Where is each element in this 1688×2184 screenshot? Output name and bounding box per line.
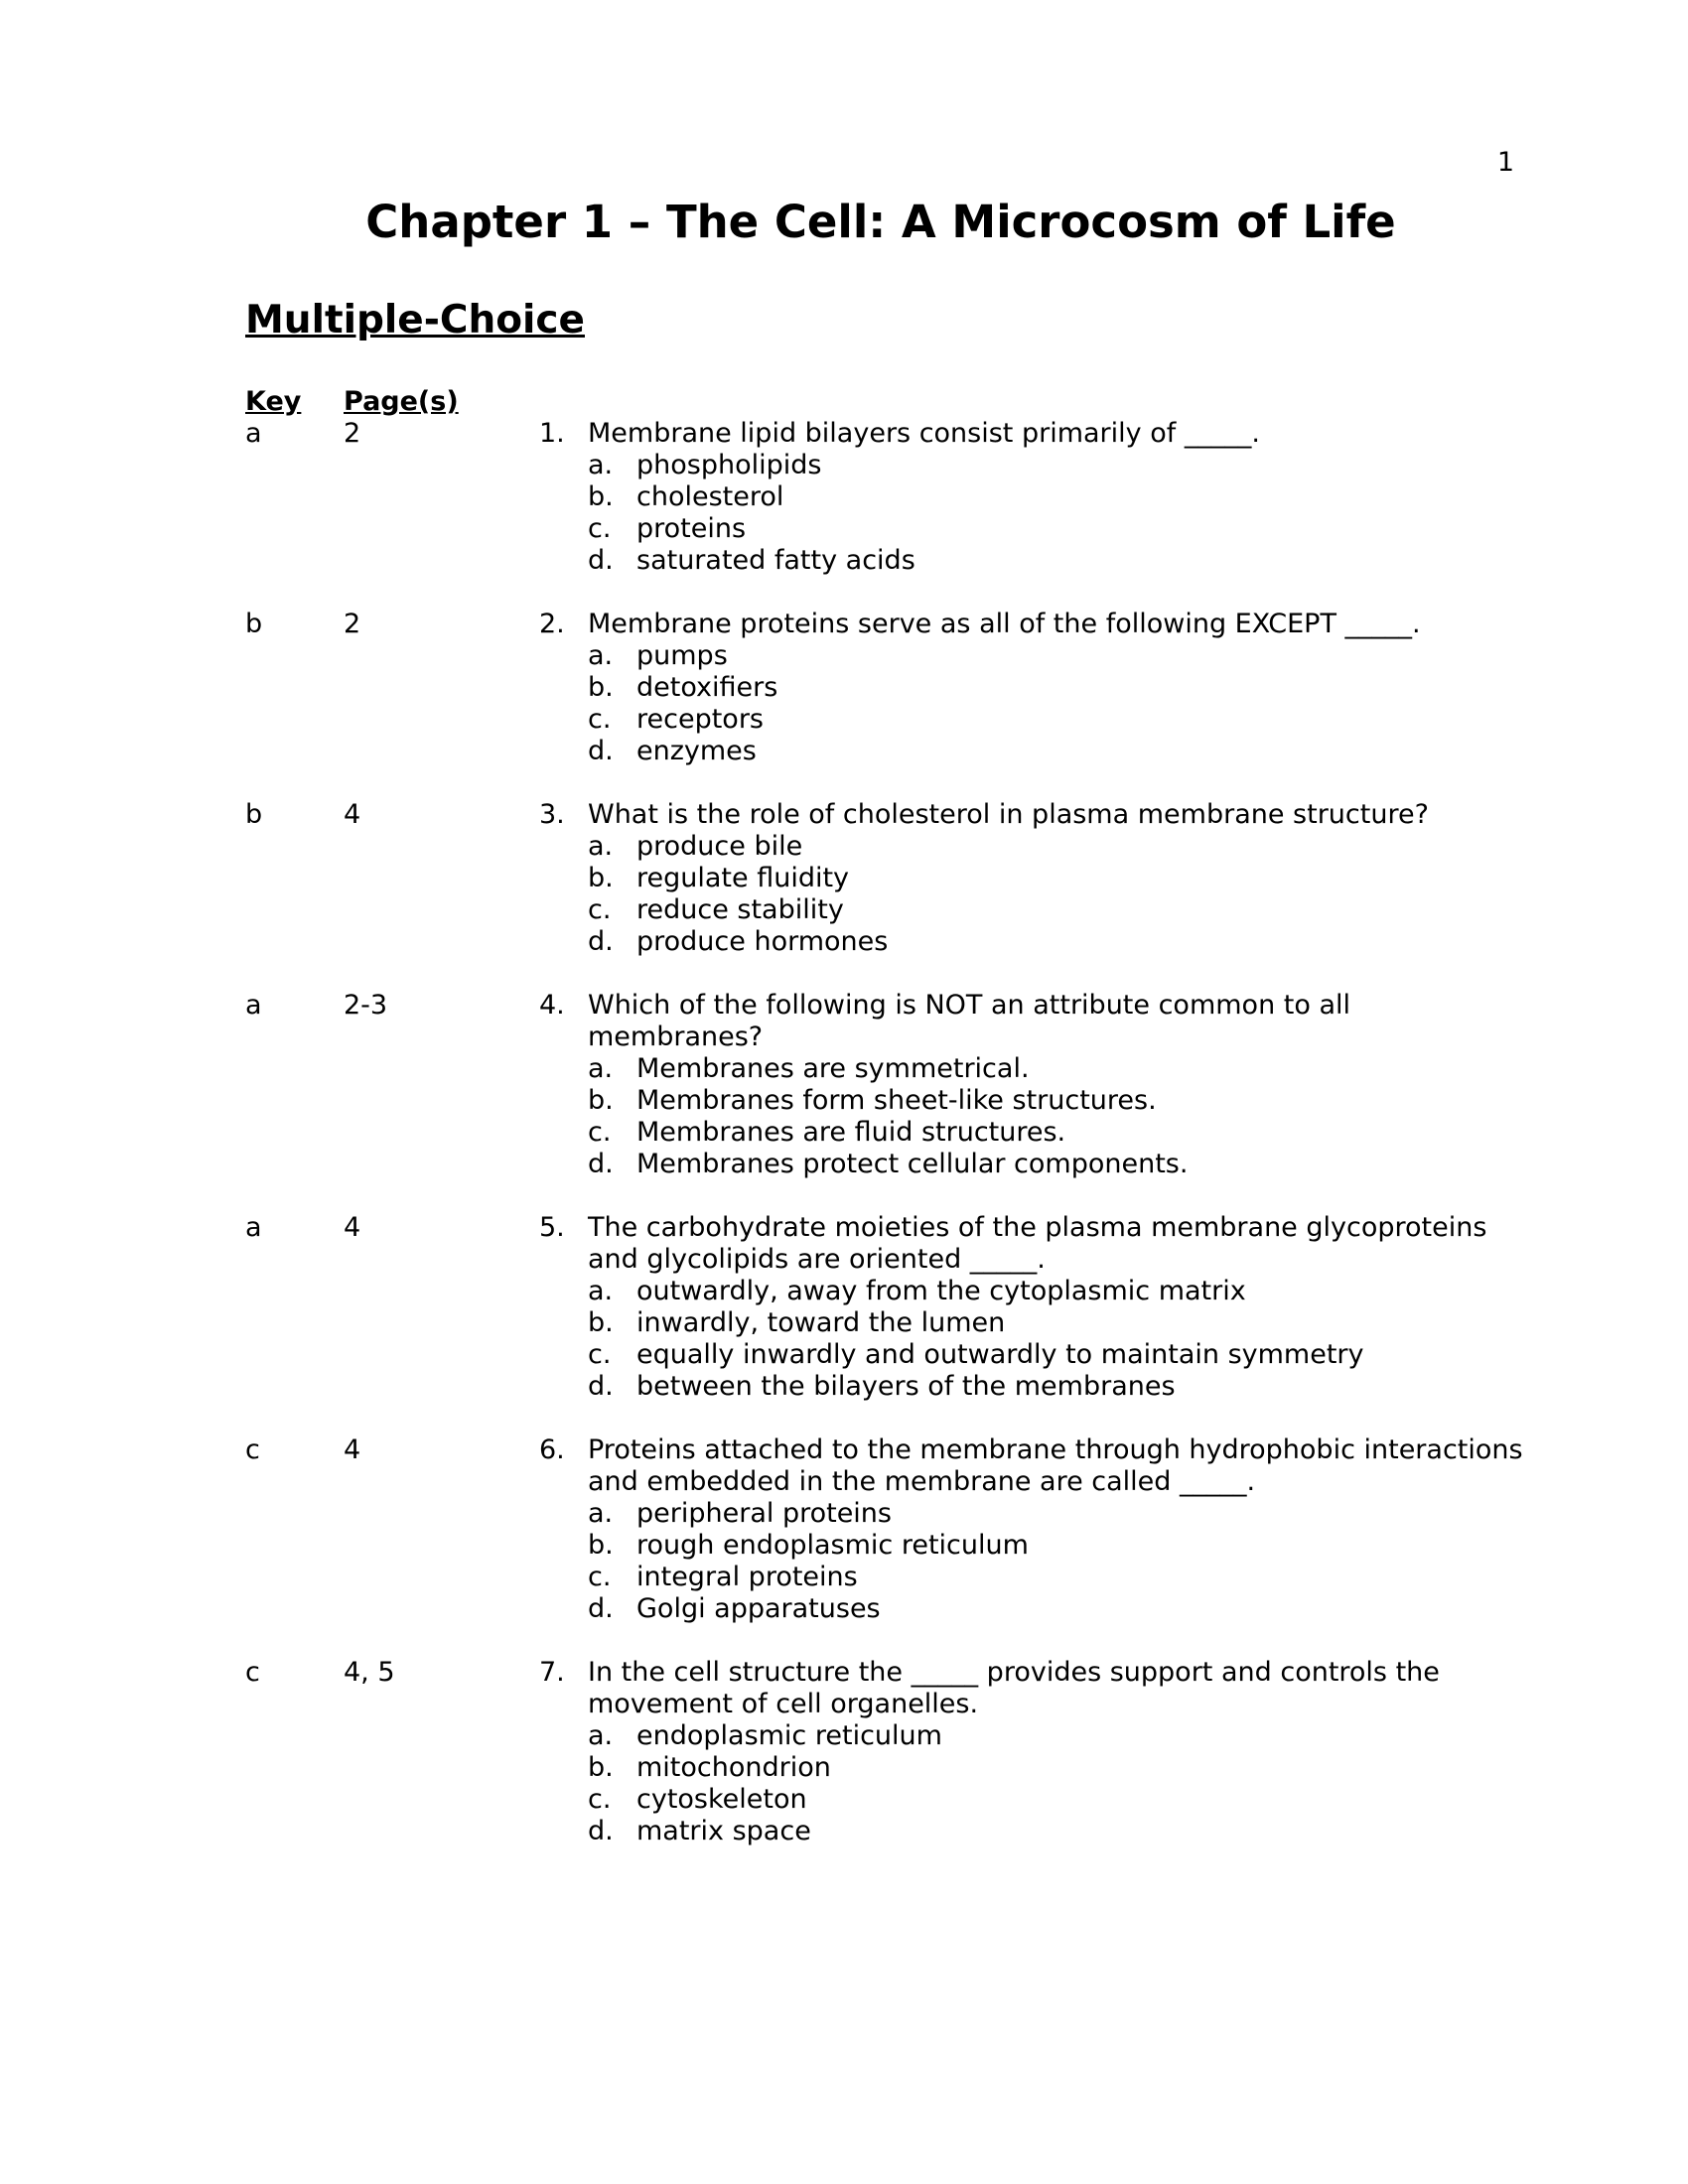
answer-key: a [245, 1212, 262, 1243]
option-letter: b. [588, 863, 614, 893]
question-stem [539, 990, 1532, 1053]
option-letter: d. [588, 1593, 614, 1624]
answer-option [588, 1149, 1532, 1180]
option-text: Golgi apparatuses [636, 1593, 881, 1624]
question-number: 1. [539, 418, 565, 449]
option-letter: b. [588, 672, 614, 703]
answer-key: a [245, 418, 262, 449]
answer-options [539, 1053, 1532, 1180]
option-text: between the bilayers of the membranes [636, 1371, 1176, 1402]
option-text: cytoskeleton [636, 1784, 807, 1815]
question-text: What is the role of cholesterol in plasma membrane structure? [588, 799, 1429, 830]
answer-options [539, 450, 1532, 577]
answer-option [588, 672, 1532, 704]
answer-options [539, 640, 1532, 767]
answer-option [588, 831, 1532, 863]
question-stem [539, 799, 1532, 831]
question-list [0, 418, 1688, 1879]
answer-option [588, 1307, 1532, 1339]
option-text: receptors [636, 704, 764, 735]
option-text: mitochondrion [636, 1752, 831, 1783]
question-body [539, 1434, 1532, 1625]
question-stem [539, 418, 1532, 450]
key-column-header: Key [245, 386, 302, 417]
answer-key: b [245, 799, 263, 830]
question-text: Proteins attached to the membrane through hydrophobic interactions and embedded in the membrane are called _____. [588, 1434, 1523, 1497]
option-text: integral proteins [636, 1562, 858, 1592]
option-text: peripheral proteins [636, 1498, 892, 1529]
option-letter: c. [588, 1117, 612, 1148]
question-body [539, 799, 1532, 958]
option-letter: b. [588, 1307, 614, 1338]
answer-option [588, 863, 1532, 894]
answer-option [588, 1784, 1532, 1816]
option-letter: c. [588, 704, 612, 735]
option-text: detoxifiers [636, 672, 778, 703]
option-letter: a. [588, 831, 614, 862]
answer-options [539, 1498, 1532, 1625]
question-item [0, 609, 1688, 767]
option-letter: b. [588, 1085, 614, 1116]
answer-option [588, 1562, 1532, 1593]
answer-key: c [245, 1657, 260, 1688]
option-text: saturated fatty acids [636, 545, 915, 576]
section-heading: Multiple-Choice [245, 298, 585, 342]
answer-option [588, 1053, 1532, 1085]
page-reference: 4, 5 [344, 1657, 395, 1688]
option-letter: b. [588, 481, 614, 512]
question-number: 3. [539, 799, 565, 830]
option-text: produce bile [636, 831, 803, 862]
option-text: cholesterol [636, 481, 784, 512]
page-reference: 2 [344, 418, 361, 449]
question-item [0, 1212, 1688, 1403]
answer-option [588, 1816, 1532, 1847]
answer-option [588, 1085, 1532, 1117]
answer-options [539, 831, 1532, 958]
question-body [539, 418, 1532, 577]
answer-options [539, 1720, 1532, 1847]
option-text: enzymes [636, 736, 757, 766]
option-text: rough endoplasmic reticulum [636, 1530, 1029, 1561]
option-text: produce hormones [636, 926, 889, 957]
question-text: In the cell structure the _____ provides support and controls the movement of cell organelles. [588, 1657, 1440, 1719]
option-letter: a. [588, 640, 614, 671]
option-text: pumps [636, 640, 728, 671]
option-text: Membranes are symmetrical. [636, 1053, 1030, 1084]
question-stem [539, 1434, 1532, 1498]
answer-option [588, 640, 1532, 672]
option-letter: d. [588, 1149, 614, 1179]
question-item [0, 799, 1688, 958]
page-reference: 4 [344, 1212, 361, 1243]
question-item [0, 990, 1688, 1180]
option-letter: d. [588, 926, 614, 957]
option-letter: b. [588, 1752, 614, 1783]
answer-key: a [245, 990, 262, 1021]
option-text: reduce stability [636, 894, 844, 925]
option-letter: c. [588, 1784, 612, 1815]
answer-option [588, 894, 1532, 926]
option-text: inwardly, toward the lumen [636, 1307, 1006, 1338]
answer-option [588, 1752, 1532, 1784]
option-text: phospholipids [636, 450, 822, 480]
option-text: matrix space [636, 1816, 811, 1846]
question-text: Membrane proteins serve as all of the following EXCEPT _____. [588, 609, 1421, 639]
pages-column-header: Page(s) [344, 386, 459, 417]
option-text: Membranes protect cellular components. [636, 1149, 1189, 1179]
question-stem [539, 1212, 1532, 1276]
option-letter: d. [588, 1371, 614, 1402]
page-number: 1 [1496, 147, 1514, 178]
option-text: proteins [636, 513, 747, 544]
answer-option [588, 545, 1532, 577]
chapter-title: Chapter 1 – The Cell: A Microcosm of Life [365, 196, 1396, 248]
option-letter: d. [588, 545, 614, 576]
answer-option [588, 1276, 1532, 1307]
option-letter: c. [588, 513, 612, 544]
answer-option [588, 704, 1532, 736]
option-letter: a. [588, 1276, 614, 1306]
option-text: endoplasmic reticulum [636, 1720, 942, 1751]
question-item [0, 1657, 1688, 1847]
option-letter: c. [588, 894, 612, 925]
option-text: outwardly, away from the cytoplasmic matrix [636, 1276, 1246, 1306]
option-letter: d. [588, 736, 614, 766]
answer-key: b [245, 609, 263, 639]
question-body [539, 1212, 1532, 1403]
page-reference: 4 [344, 1434, 361, 1465]
answer-option [588, 1593, 1532, 1625]
question-number: 4. [539, 990, 565, 1021]
answer-option [588, 1498, 1532, 1530]
option-letter: a. [588, 450, 614, 480]
page-reference: 2 [344, 609, 361, 639]
option-text: regulate fluidity [636, 863, 850, 893]
answer-key: c [245, 1434, 260, 1465]
answer-option [588, 1371, 1532, 1403]
answer-option [588, 1339, 1532, 1371]
page-reference: 4 [344, 799, 361, 830]
answer-option [588, 1117, 1532, 1149]
option-letter: d. [588, 1816, 614, 1846]
answer-option [588, 513, 1532, 545]
question-text: Membrane lipid bilayers consist primarily of _____. [588, 418, 1260, 449]
option-text: equally inwardly and outwardly to maintain symmetry [636, 1339, 1364, 1370]
question-stem [539, 609, 1532, 640]
option-letter: c. [588, 1562, 612, 1592]
option-letter: a. [588, 1498, 614, 1529]
answer-option [588, 926, 1532, 958]
option-letter: b. [588, 1530, 614, 1561]
answer-option [588, 1530, 1532, 1562]
question-number: 5. [539, 1212, 565, 1243]
option-text: Membranes form sheet-like structures. [636, 1085, 1157, 1116]
option-letter: a. [588, 1720, 614, 1751]
option-letter: c. [588, 1339, 612, 1370]
question-number: 7. [539, 1657, 565, 1688]
option-text: Membranes are fluid structures. [636, 1117, 1066, 1148]
answer-option [588, 450, 1532, 481]
question-item [0, 1434, 1688, 1625]
answer-options [539, 1276, 1532, 1403]
question-item [0, 418, 1688, 577]
page-reference: 2-3 [344, 990, 388, 1021]
question-number: 6. [539, 1434, 565, 1465]
question-body [539, 609, 1532, 767]
answer-option [588, 481, 1532, 513]
question-body [539, 1657, 1532, 1847]
answer-option [588, 736, 1532, 767]
question-stem [539, 1657, 1532, 1720]
option-letter: a. [588, 1053, 614, 1084]
question-number: 2. [539, 609, 565, 639]
question-body [539, 990, 1532, 1180]
answer-option [588, 1720, 1532, 1752]
question-text: Which of the following is NOT an attribute common to all membranes? [588, 990, 1350, 1052]
question-text: The carbohydrate moieties of the plasma membrane glycoproteins and glycolipids are oriented _____. [588, 1212, 1487, 1275]
